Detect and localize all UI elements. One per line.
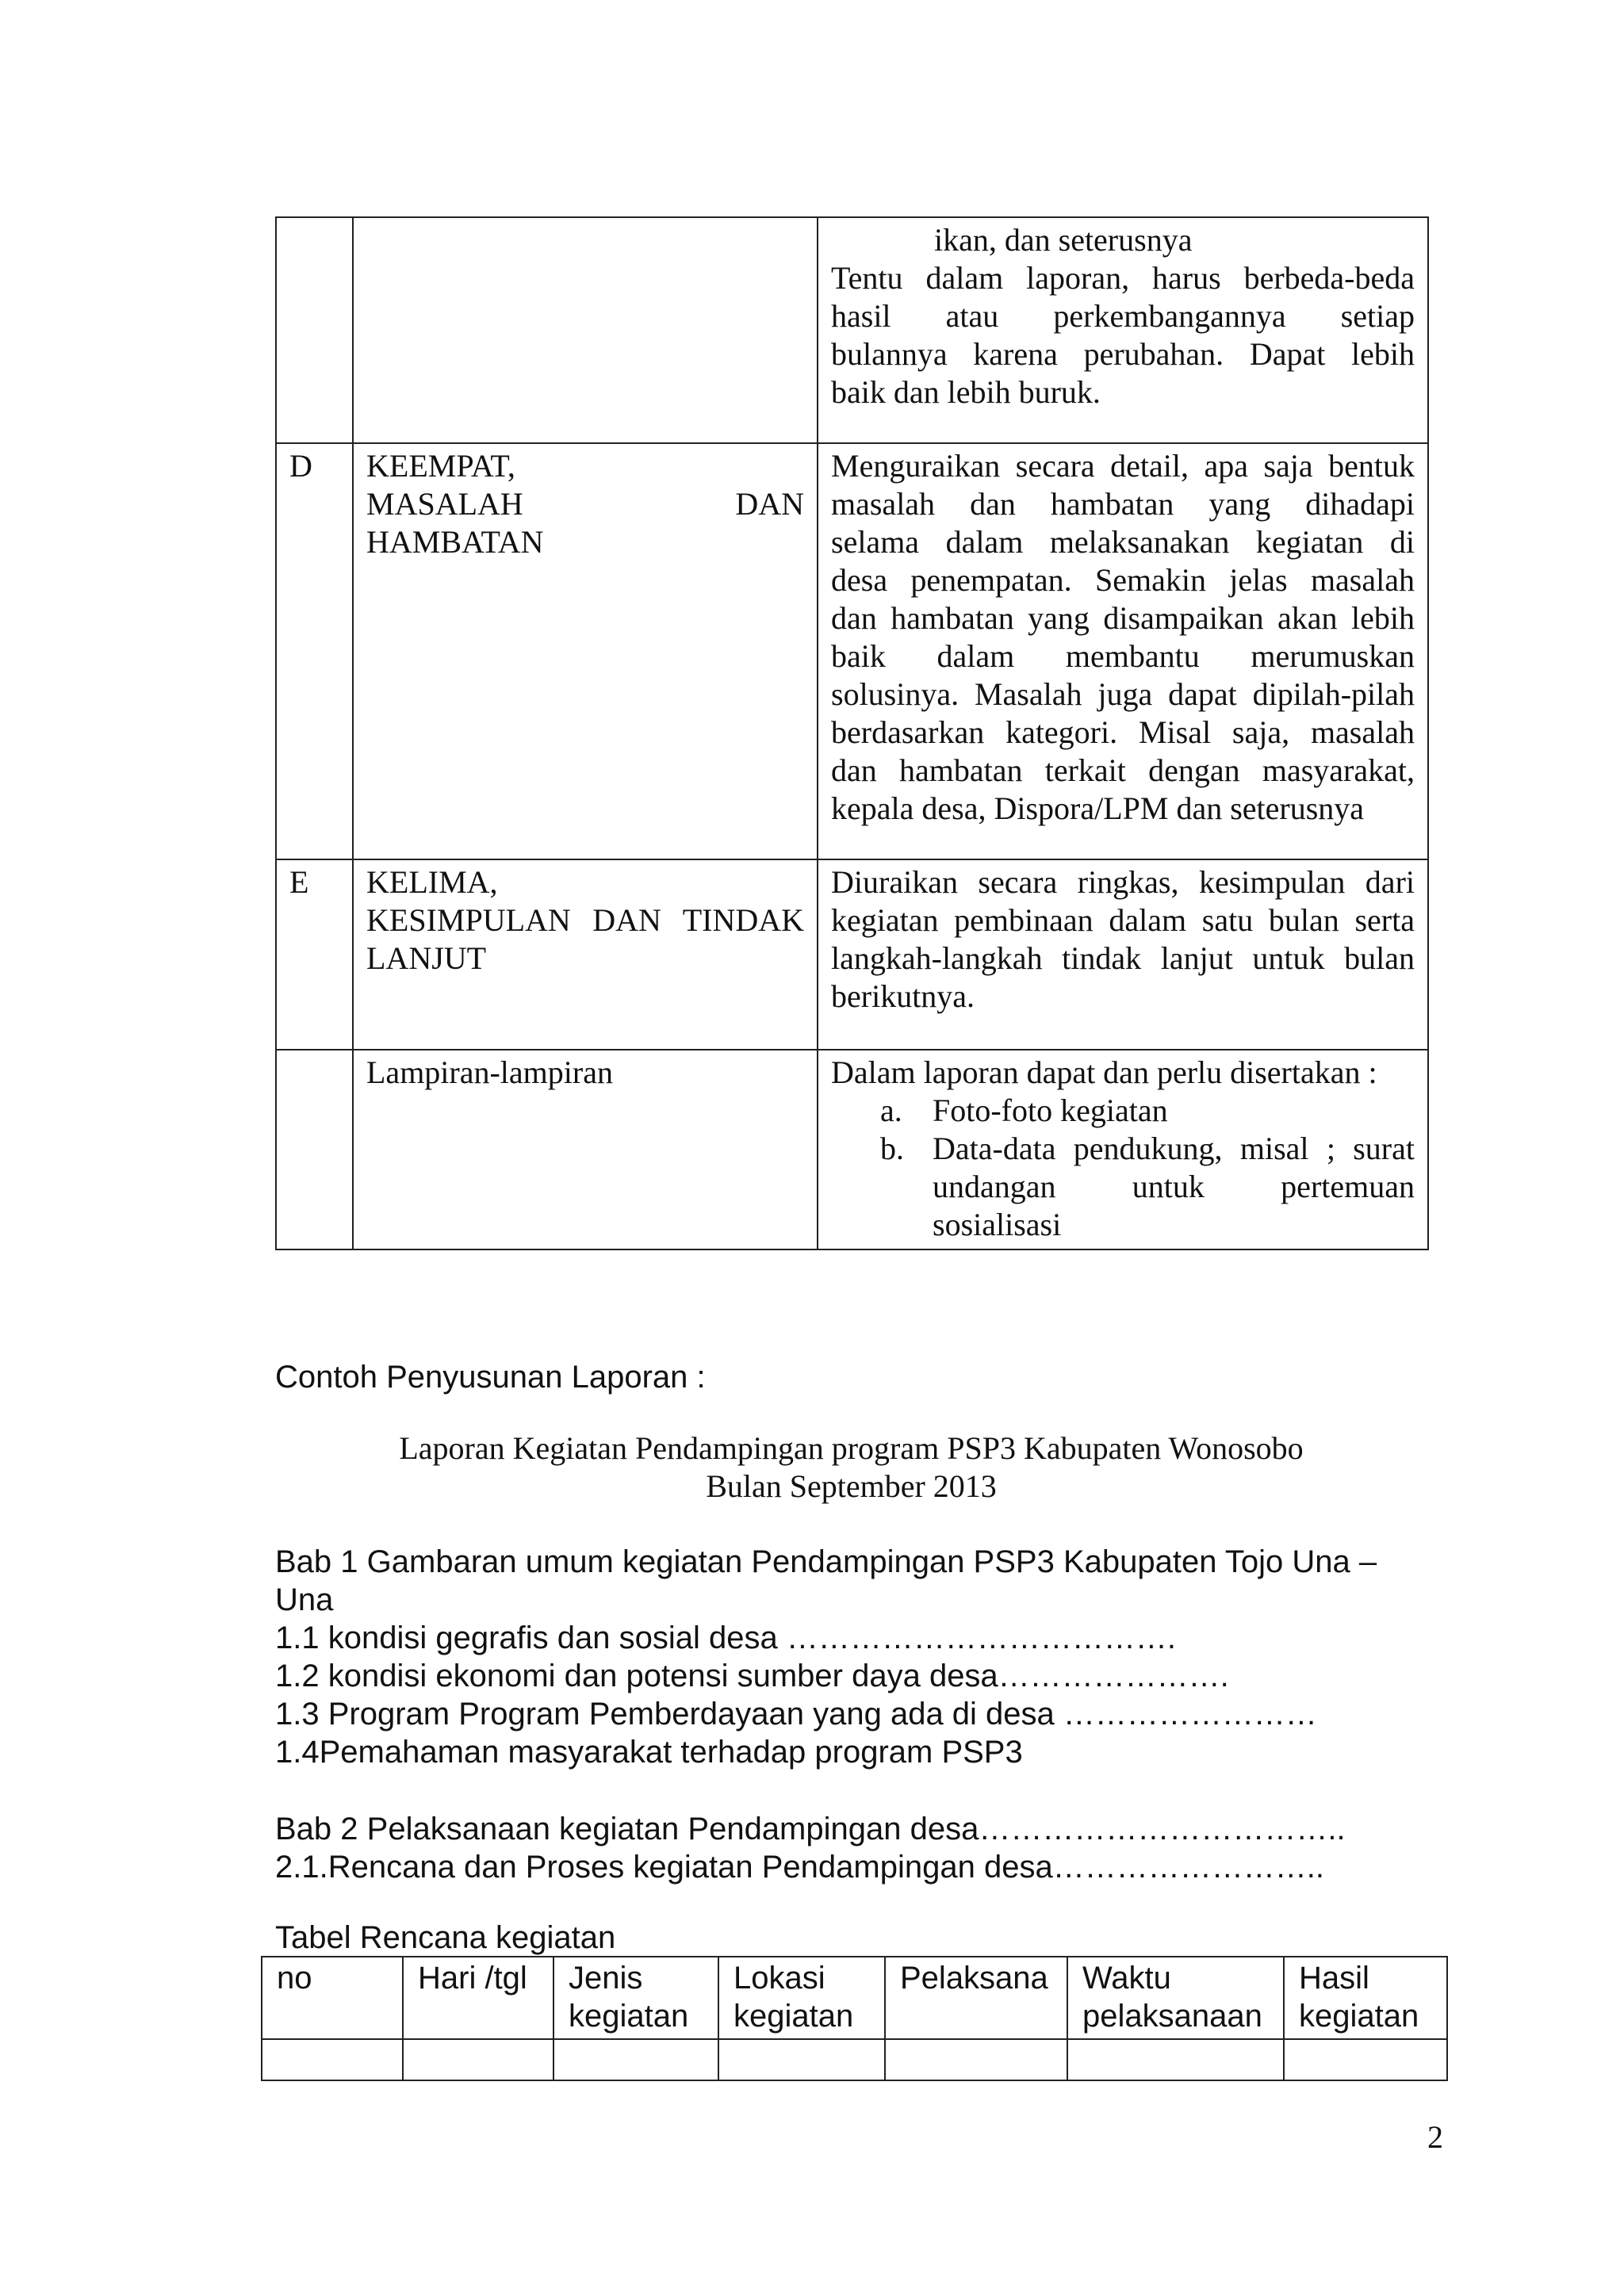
column-header: Hari /tgl [403,1957,553,2039]
description-line: masalah dan hambatan yang dihadapi [831,486,1415,522]
chapter-heading: Bab 2 Pelaksanaan kegiatan Pendampingan desa…………………………….. [275,1812,1346,1846]
page-number: 2 [1427,2119,1443,2155]
outline-item: 1.2 kondisi ekonomi dan potensi sumber daya desa…………………. [275,1659,1229,1693]
list-marker: b. [880,1131,904,1166]
row-title-cell [353,217,818,443]
plan-table-title [275,1919,1457,1957]
description-line: kepala desa, Dispora/LPM dan seterusnya [831,790,1365,826]
row-code-cell: D [276,443,353,859]
chapter-heading: Una [275,1582,334,1617]
description-line: ikan, dan seterusnya [934,222,1193,258]
plan-table-title-text: Tabel Rencana kegiatan [275,1920,616,1955]
description-line: kegiatan pembinaan dalam satu bulan serta [831,902,1415,938]
row-description-cell [818,217,1428,443]
description-line: dan hambatan yang disampaikan akan lebih [831,600,1415,636]
column-header: Lokasi kegiatan [718,1957,885,2039]
plan-table [261,1956,1448,2081]
report-title [275,1429,1427,1506]
list-item-line: sosialisasi [933,1207,1062,1242]
row-title-cell [353,1050,818,1249]
description-line: baik dalam membantu merumuskan [831,638,1415,674]
row-title-cell [353,859,818,1050]
outline-item: 1.4Pemahaman masyarakat terhadap program PSP3 [275,1735,1023,1770]
title-line: Lampiran-lampiran [366,1054,613,1090]
title-line: KEEMPAT, [366,448,515,484]
description-line: Dalam laporan dapat dan perlu disertakan : [831,1054,1377,1090]
outline-item: 1.1 kondisi gegrafis dan sosial desa ………………………………. [275,1621,1176,1655]
description-line: baik dan lebih buruk. [831,374,1101,410]
report-title-line: Bulan September 2013 [706,1468,997,1504]
chapter-heading: Bab 1 Gambaran umum kegiatan Pendampingan PSP3 Kabupaten Tojo Una – [275,1544,1377,1579]
description-line: langkah-langkah tindak lanjut untuk bulan [831,940,1415,976]
list-item-line: undangan untuk pertemuan [933,1169,1415,1204]
description-line: Menguraikan secara detail, apa saja bentuk [831,448,1415,484]
description-line: Diuraikan secara ringkas, kesimpulan dari [831,864,1415,900]
description-line: desa penempatan. Semakin jelas masalah [831,562,1415,598]
description-line: Tentu dalam laporan, harus berbeda-beda [831,260,1415,296]
column-header: Hasil kegiatan [1284,1957,1447,2039]
column-header: Jenis kegiatan [553,1957,718,2039]
outline-item: 1.3 Program Program Pemberdayaan yang ada di desa …………………… [275,1697,1317,1732]
table-row [276,1050,1428,1249]
table-cell [1067,2039,1284,2080]
description-line: berikutnya. [831,978,975,1014]
example-heading: Contoh Penyusunan Laporan : [275,1360,706,1395]
list-item [831,1092,1415,1130]
table-cell [403,2039,553,2080]
column-header: Pelaksana [885,1957,1067,2039]
table-row [276,859,1428,1050]
column-header: Waktu pelaksanaan [1067,1957,1284,2039]
row-code-cell [276,1050,353,1249]
description-line: berdasarkan kategori. Misal saja, masalah [831,714,1415,750]
row-description-cell [818,1050,1428,1249]
table-header-row [262,1957,1447,2039]
chapter-1 [275,1543,1457,1771]
description-line: bulannya karena perubahan. Dapat lebih [831,336,1415,372]
list-item-line: Data-data pendukung, misal ; surat [933,1131,1415,1166]
outline-item: 2.1.Rencana dan Proses kegiatan Pendampingan desa…………………….. [275,1850,1324,1885]
title-line: KELIMA, [366,864,498,900]
table-cell [718,2039,885,2080]
report-title-line: Laporan Kegiatan Pendampingan program PSP3 Kabupaten Wonosobo [399,1430,1304,1466]
description-line: selama dalam melaksanakan kegiatan di [831,524,1415,560]
row-code-cell: E [276,859,353,1050]
title-line: MASALAH DAN [366,486,804,522]
table-row [262,2039,1447,2080]
table-cell [1284,2039,1447,2080]
description-line: dan hambatan terkait dengan masyarakat, [831,752,1415,788]
title-line: LANJUT [366,940,487,976]
description-line: hasil atau perkembangannya setiap [831,298,1415,334]
title-line: KESIMPULAN DAN TINDAK [366,902,804,938]
row-description-cell [818,859,1428,1050]
row-code-cell [276,217,353,443]
list-item [831,1130,1415,1244]
guideline-table [275,216,1429,1250]
list-marker: a. [880,1093,902,1128]
row-description-cell [818,443,1428,859]
attachment-list [831,1092,1415,1244]
table-cell [262,2039,403,2080]
table-row [276,217,1428,443]
title-line: HAMBATAN [366,524,544,560]
row-title-cell [353,443,818,859]
chapter-2 [275,1810,1457,1886]
description-line: solusinya. Masalah juga dapat dipilah-pilah [831,676,1415,712]
table-cell [553,2039,718,2080]
table-cell [885,2039,1067,2080]
column-header: no [262,1957,403,2039]
table-row [276,443,1428,859]
list-item-line: Foto-foto kegiatan [933,1093,1168,1128]
